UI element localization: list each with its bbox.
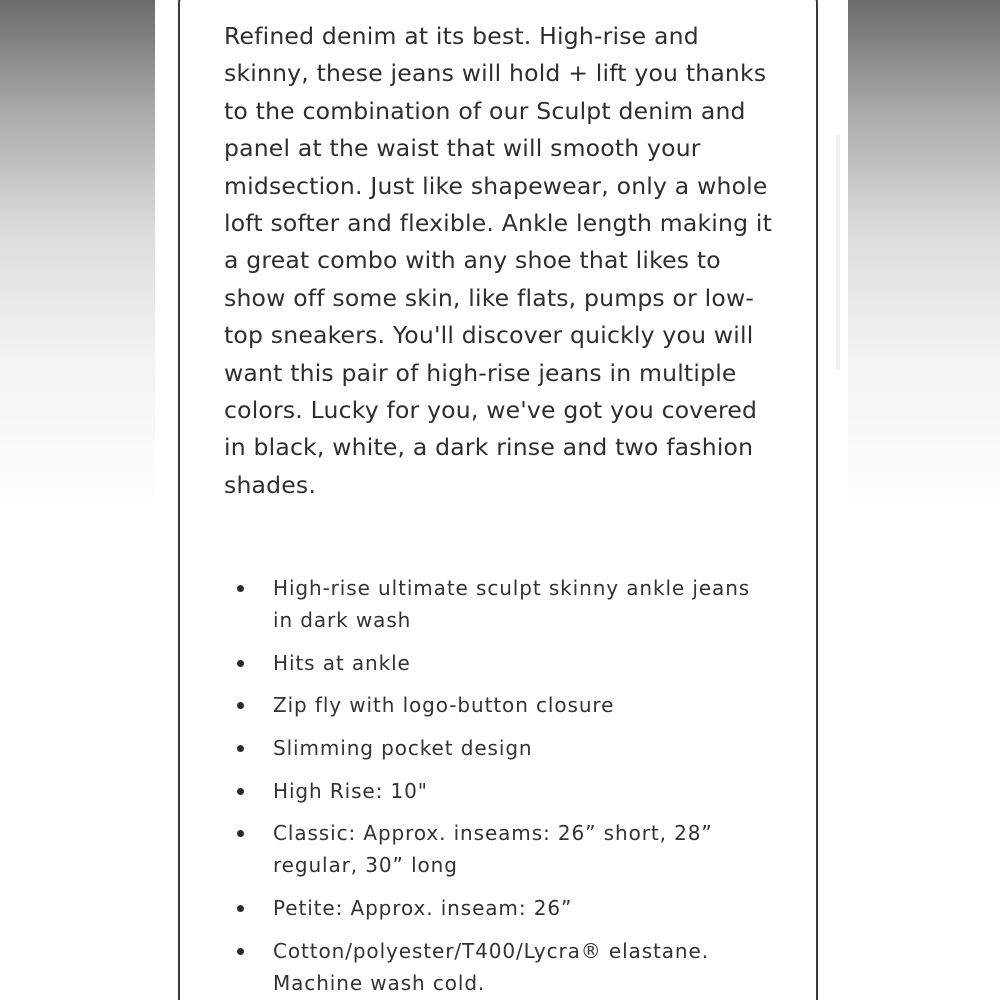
feature-text: Hits at ankle bbox=[273, 650, 411, 675]
bullet-icon bbox=[237, 745, 244, 752]
feature-item bbox=[224, 817, 774, 881]
left-background bbox=[0, 0, 155, 1000]
bullet-icon bbox=[237, 702, 244, 709]
product-description: Refined denim at its best. High-rise and skinny, these jeans will hold + lift you thanks to the combination of our Sculpt denim and panel at the waist that will smooth your midsection. Just like shapewear, only a whole loft softer and flexible. Ankle length making it a great combo with any shoe that likes to show off some skin, like flats, pumps or low-top sneakers. You'll discover quickly you will want this pair of high-rise jeans in multiple colors. Lucky for you, we've got you covered in black, white, a dark rinse and two fashion shades. bbox=[224, 22, 773, 499]
feature-item bbox=[224, 647, 774, 679]
scrollbar[interactable] bbox=[836, 135, 840, 370]
feature-text: Petite: Approx. inseam: 26” bbox=[273, 896, 573, 921]
feature-item bbox=[224, 689, 774, 721]
feature-text: Classic: Approx. inseams: 26” short, 28” regular, 30” long bbox=[273, 821, 713, 878]
feature-item bbox=[224, 775, 774, 807]
bullet-icon bbox=[237, 830, 244, 837]
feature-text: High Rise: 10" bbox=[273, 778, 428, 803]
feature-item bbox=[224, 892, 774, 924]
feature-text: Zip fly with logo-button closure bbox=[273, 693, 615, 718]
feature-item bbox=[224, 935, 774, 999]
feature-text: High-rise ultimate sculpt skinny ankle jeans in dark wash bbox=[273, 576, 751, 632]
right-background bbox=[848, 0, 1000, 1000]
feature-text: Cotton/polyester/T400/Lycra® elastane. Machine wash cold. bbox=[273, 938, 709, 995]
bullet-icon bbox=[237, 585, 244, 592]
bullet-icon bbox=[237, 905, 244, 912]
bullet-icon bbox=[237, 788, 244, 795]
feature-text: Slimming pocket design bbox=[273, 736, 533, 761]
feature-item bbox=[224, 732, 774, 764]
feature-list bbox=[224, 572, 774, 1000]
bullet-icon bbox=[237, 660, 244, 667]
feature-item bbox=[224, 572, 774, 636]
bullet-icon bbox=[237, 948, 244, 955]
